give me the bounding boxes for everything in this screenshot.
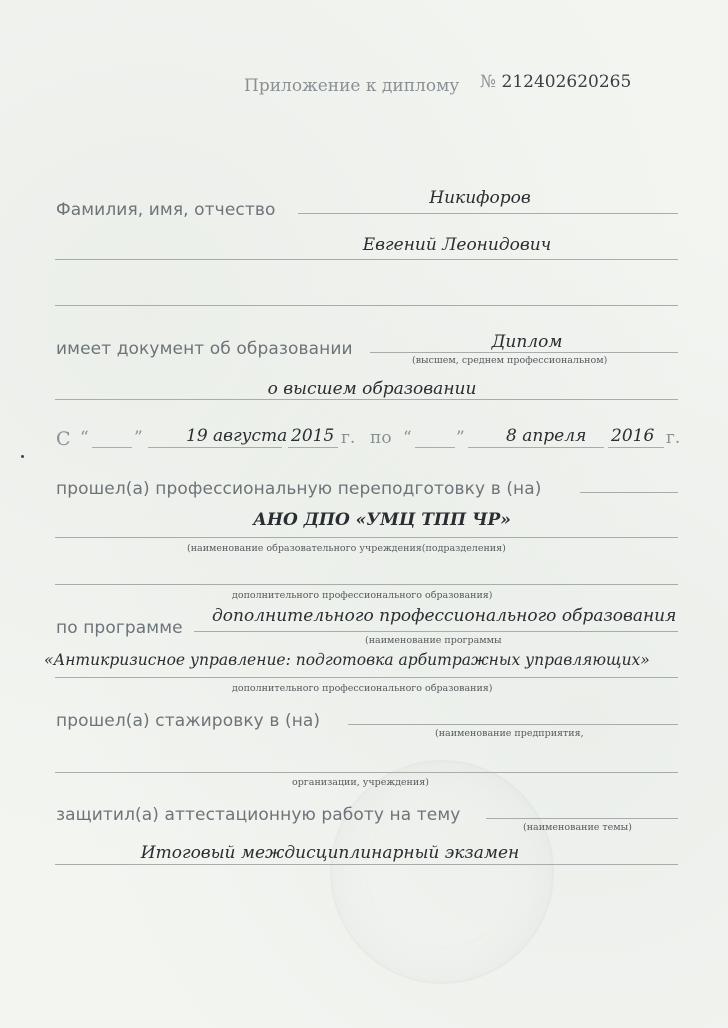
year-suffix-2: г. — [666, 428, 681, 448]
thesis-label: защитил(а) аттестационную работу на тему — [56, 805, 461, 825]
retraining-line-2 — [55, 537, 678, 538]
period-to-prefix: по — [370, 428, 392, 448]
education-doc-value: Диплом — [491, 332, 563, 352]
fio-line-1 — [298, 213, 678, 214]
program-hint: (наименование программы — [365, 635, 502, 646]
program-hint-2: дополнительного профессионального образования) — [232, 683, 493, 694]
thesis-line-2 — [55, 864, 678, 865]
education-level-value: о высшем образовании — [267, 379, 477, 399]
thesis-line-1 — [486, 818, 678, 819]
from-date-line — [148, 447, 282, 448]
thesis-topic-value: Итоговый междисциплинарный экзамен — [140, 843, 520, 863]
to-year-line — [608, 447, 664, 448]
thesis-hint: (наименование темы) — [523, 822, 632, 833]
number-sign: № — [480, 72, 497, 92]
to-date-line — [468, 447, 604, 448]
document-title: Приложение к диплому — [244, 76, 460, 96]
surname-value: Никифоров — [429, 188, 531, 208]
from-year-value: 2015 — [291, 426, 335, 446]
from-date-value: 19 августа — [186, 426, 288, 446]
retraining-line-3 — [55, 584, 678, 585]
education-doc-hint: (высшем, среднем профессиональном) — [412, 355, 608, 366]
fio-line-2 — [55, 259, 678, 260]
internship-hint: (наименование предприятия, — [435, 728, 584, 739]
fio-label: Фамилия, имя, отчество — [56, 200, 276, 220]
program-type-value: дополнительного профессионального образования — [212, 606, 677, 626]
to-date-value: 8 апреля — [506, 426, 587, 446]
quote-open-1: “ — [80, 428, 89, 448]
program-line-1 — [194, 631, 678, 632]
fio-line-3 — [55, 305, 678, 306]
quote-close-2: ” — [456, 428, 465, 448]
ink-dot — [21, 455, 24, 458]
education-level-line — [55, 399, 678, 400]
retraining-line-1 — [580, 492, 678, 493]
to-year-value: 2016 — [611, 426, 655, 446]
retraining-label: прошел(а) профессиональную переподготовку в (на) — [56, 479, 542, 499]
number-value: 212402620265 — [501, 72, 632, 92]
education-doc-label: имеет документ об образовании — [56, 339, 353, 359]
program-line-2 — [55, 677, 678, 678]
program-name-value: «Антикризисное управление: подготовка арбитражных управляющих» — [44, 651, 650, 669]
institution-hint-2: дополнительного профессионального образования) — [232, 590, 493, 601]
education-doc-line — [370, 352, 678, 353]
period-from-prefix: С — [56, 428, 71, 450]
quote-open-2: “ — [403, 428, 412, 448]
day-line-2 — [415, 447, 455, 448]
internship-label: прошел(а) стажировку в (на) — [56, 711, 321, 731]
year-suffix-1: г. — [341, 428, 356, 448]
from-year-line — [288, 447, 338, 448]
institution-value: АНО ДПО «УМЦ ТПП ЧР» — [253, 510, 511, 530]
quote-close-1: ” — [134, 428, 143, 448]
program-label: по программе — [56, 618, 183, 638]
internship-line-2 — [55, 772, 678, 773]
internship-line-1 — [348, 724, 678, 725]
institution-hint: (наименование образовательного учреждения(подразделения) — [187, 543, 506, 554]
internship-hint-2: организации, учреждения) — [292, 777, 429, 788]
watermark-seal — [330, 760, 554, 984]
day-line-1 — [92, 447, 132, 448]
name-patronymic-value: Евгений Леонидович — [362, 235, 552, 255]
document-number — [480, 72, 631, 92]
